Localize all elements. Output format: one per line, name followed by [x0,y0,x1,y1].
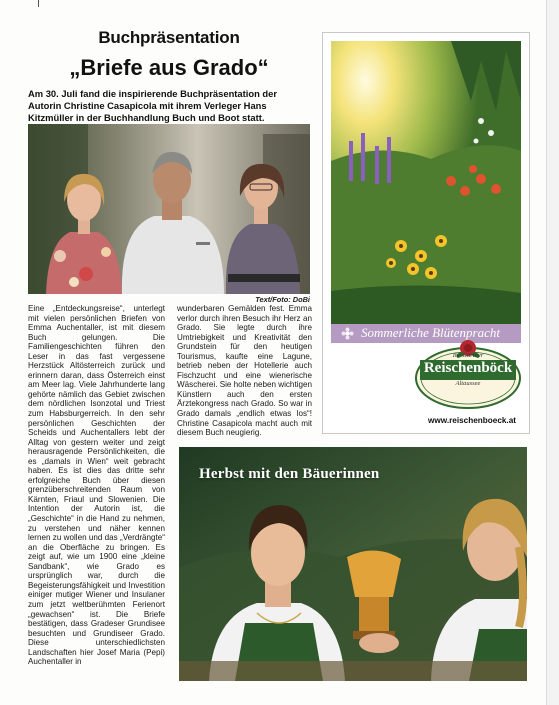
article-body-column-1: Eine „Entdeckungsreise“, unterlegt mit vielen persönlichen Briefen von Emma Auchentaller, ist mit diesem Buch gelungen. Die Familiengeschichten führen den Leser in das fast vergessene Herzstück Altösterreich zurück und erinnern daran, dass Österreich einst am Meer lag. Viele Jahrhunderte lang gehörte nämlich das Gebiet zwischen dem nördlichen Isonzotal und Triest zum Habsburgerreich. In den sehr persönlichen Geschichten der Scheids und Auchentallers lebt der Alltag von gestern weiter und zeigt herausragende Persönlichkeiten, die es „damals in Wien“ weit gebracht haben. Es ist dies das dritte sehr erfolgreiche Buch über diesen grenzüberschreitenden Raum von Kärnten, Friaul und Slowenien. Die Intention der Autorin ist, die „Geschichte“ in die Hand zu nehmen, zu verstehen und näher kennen lernen zu wollen und das „Verdrängte“ an die Oberfläche zu bringen. Es zeigt auf, wie um 1900 eine „kleine Sandbank“, wie Grado es ursprünglich war, durch die Begeisterungsfähigkeit und Investition einiger mutiger Wiener und Insulaner zum jetzt weltberühmten Ferienort „gewachsen“ ist. Die Briefe bestätigen, dass Gradeser Grundisee besuchten und Grundiseer Grado. Diese unterschiedlichsten Landschaften hier Josef Maria (Pepi) Auchentaller in [28,304,165,667]
badge-location: Altaussee [455,380,481,387]
ad-url[interactable] [322,416,528,425]
ad-garden-photo [331,41,521,324]
ad-baeuerinnen-title: Herbst mit den Bäuerinnen [199,466,380,482]
page-right-edge [546,0,559,705]
ad-banner-text: Sommerliche Blütenpracht [361,325,500,340]
garden-flowers-illustration [331,41,521,324]
article-headline: „Briefe aus Grado“ [69,55,269,80]
article-photo [28,124,310,294]
article-kicker: Buchpräsentation [98,28,240,47]
badge-top-text: Ihr Gärtner [452,352,484,359]
article-lead: Am 30. Juli fand die inspirierende Buchpräsentation der Autorin Christine Casapicola mit ihrem Verleger Hans Kitzmüller in der Buchhandlung Buch und Boot statt. [28,88,278,124]
page-edge-mark [38,0,39,7]
article-body-column-2: wunderbaren Gemälden fest. Emma verlor durch ihren Besuch ihr Herz an Grado. Sie legte durch ihre Umtriebigkeit und Kreativität den Grundstein für den heutigen Tourismus, kaufte eine Lagune, betrieb neben der Hotellerie auch Fischzucht und eine wienerische Wäscherei. Sie holte neben wichtigen Künstlern auch den ersten Ärztekongress nach Grado. So war in Grado damals „endlich etwas los“! Christine Casapicola macht auch mit diesem Buch neugierig. [177,304,312,438]
photo-caption: Text/Foto: DoBi [255,295,310,304]
ad-url-text: www.reischenboeck.at [428,416,516,425]
article-photo-illustration [28,124,310,294]
flower-icon [341,327,354,340]
badge-brand-name: Reischenböck [423,360,513,376]
